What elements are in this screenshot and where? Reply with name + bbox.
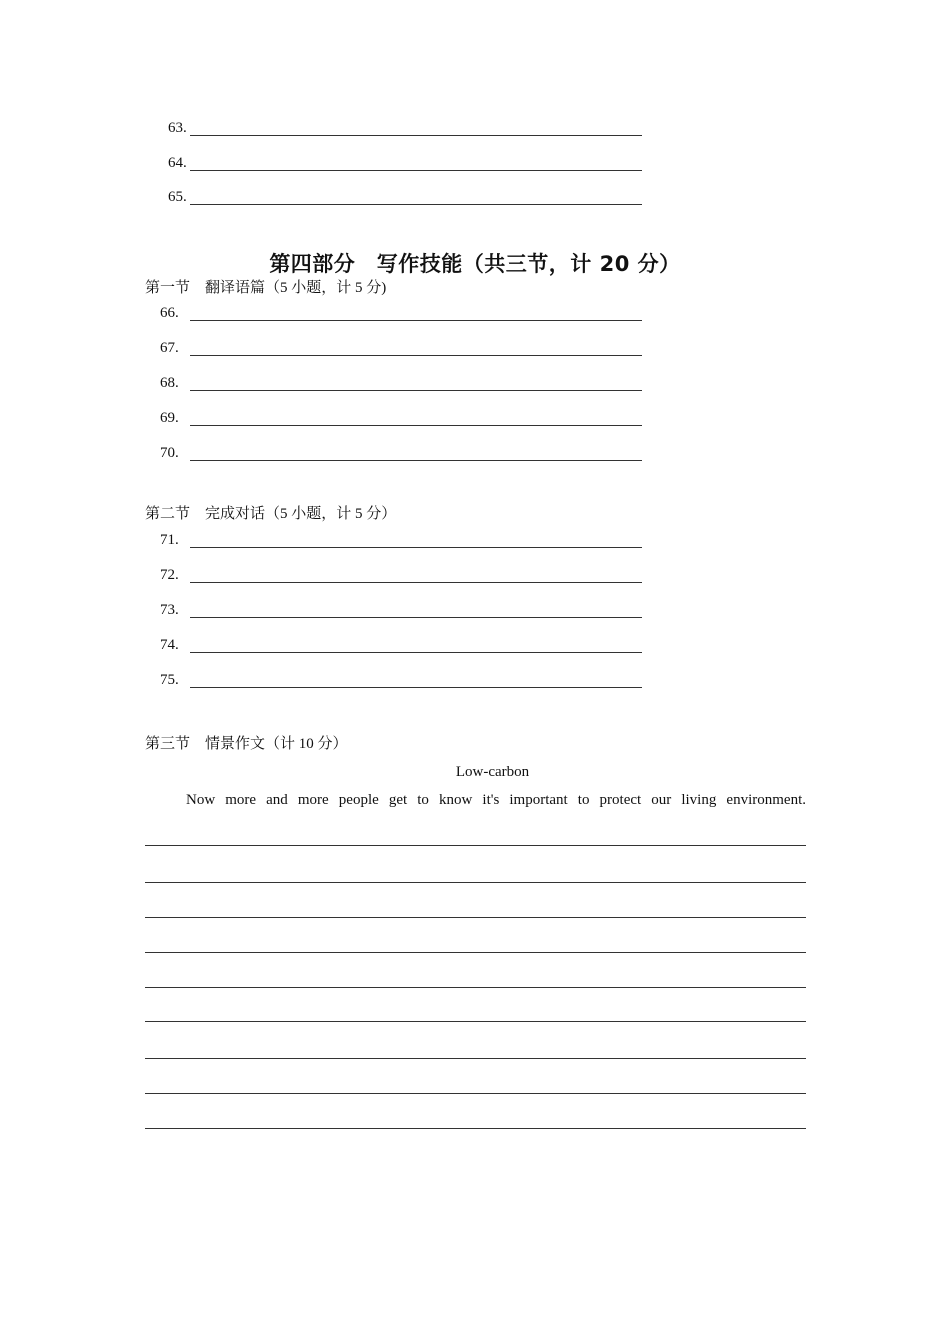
essay-title: Low-carbon <box>455 764 530 780</box>
answer-line-64[interactable] <box>168 153 648 173</box>
writing-line[interactable] <box>145 1058 806 1059</box>
writing-line[interactable] <box>145 1093 806 1094</box>
blank-line[interactable] <box>190 460 642 461</box>
question-number: 72. <box>160 567 179 583</box>
answer-line-65[interactable] <box>168 187 648 207</box>
blank-line[interactable] <box>190 135 642 136</box>
blank-line[interactable] <box>190 582 642 583</box>
answer-line-68[interactable] <box>160 373 650 393</box>
blank-line[interactable] <box>190 204 642 205</box>
section1-title: 第一节 翻译语篇（5 小题，计 5 分) <box>145 280 387 296</box>
writing-line[interactable] <box>145 882 806 883</box>
writing-line[interactable] <box>145 845 806 846</box>
answer-line-70[interactable] <box>160 443 650 463</box>
question-number: 67. <box>160 340 179 356</box>
question-number: 73. <box>160 602 179 618</box>
answer-line-66[interactable] <box>160 303 650 323</box>
writing-line[interactable] <box>145 987 806 988</box>
answer-line-69[interactable] <box>160 408 650 428</box>
answer-line-74[interactable] <box>160 635 650 655</box>
question-number: 71. <box>160 532 179 548</box>
answer-line-73[interactable] <box>160 600 650 620</box>
question-number: 66. <box>160 305 179 321</box>
answer-line-71[interactable] <box>160 530 650 550</box>
question-number: 65. <box>168 189 187 205</box>
writing-line[interactable] <box>145 952 806 953</box>
answer-line-67[interactable] <box>160 338 650 358</box>
answer-line-63[interactable] <box>168 118 648 138</box>
question-number: 63. <box>168 120 187 136</box>
blank-line[interactable] <box>190 652 642 653</box>
blank-line[interactable] <box>190 320 642 321</box>
blank-line[interactable] <box>190 170 642 171</box>
question-number: 68. <box>160 375 179 391</box>
blank-line[interactable] <box>190 687 642 688</box>
part-heading: 第四部分 写作技能（共三节，计 20 分） <box>269 252 681 276</box>
answer-line-72[interactable] <box>160 565 650 585</box>
question-number: 64. <box>168 155 187 171</box>
blank-line[interactable] <box>190 617 642 618</box>
section3-title: 第三节 情景作文（计 10 分） <box>145 736 348 752</box>
blank-line[interactable] <box>190 425 642 426</box>
blank-line[interactable] <box>190 390 642 391</box>
section2-title: 第二节 完成对话（5 小题，计 5 分） <box>145 506 397 522</box>
question-number: 74. <box>160 637 179 653</box>
question-number: 70. <box>160 445 179 461</box>
writing-line[interactable] <box>145 1128 806 1129</box>
answer-line-75[interactable] <box>160 670 650 690</box>
writing-line[interactable] <box>145 1021 806 1022</box>
blank-line[interactable] <box>190 355 642 356</box>
essay-intro: Now more and more people get to know it's important to protect our living environment. <box>186 792 806 808</box>
writing-line[interactable] <box>145 917 806 918</box>
question-number: 69. <box>160 410 179 426</box>
blank-line[interactable] <box>190 547 642 548</box>
question-number: 75. <box>160 672 179 688</box>
